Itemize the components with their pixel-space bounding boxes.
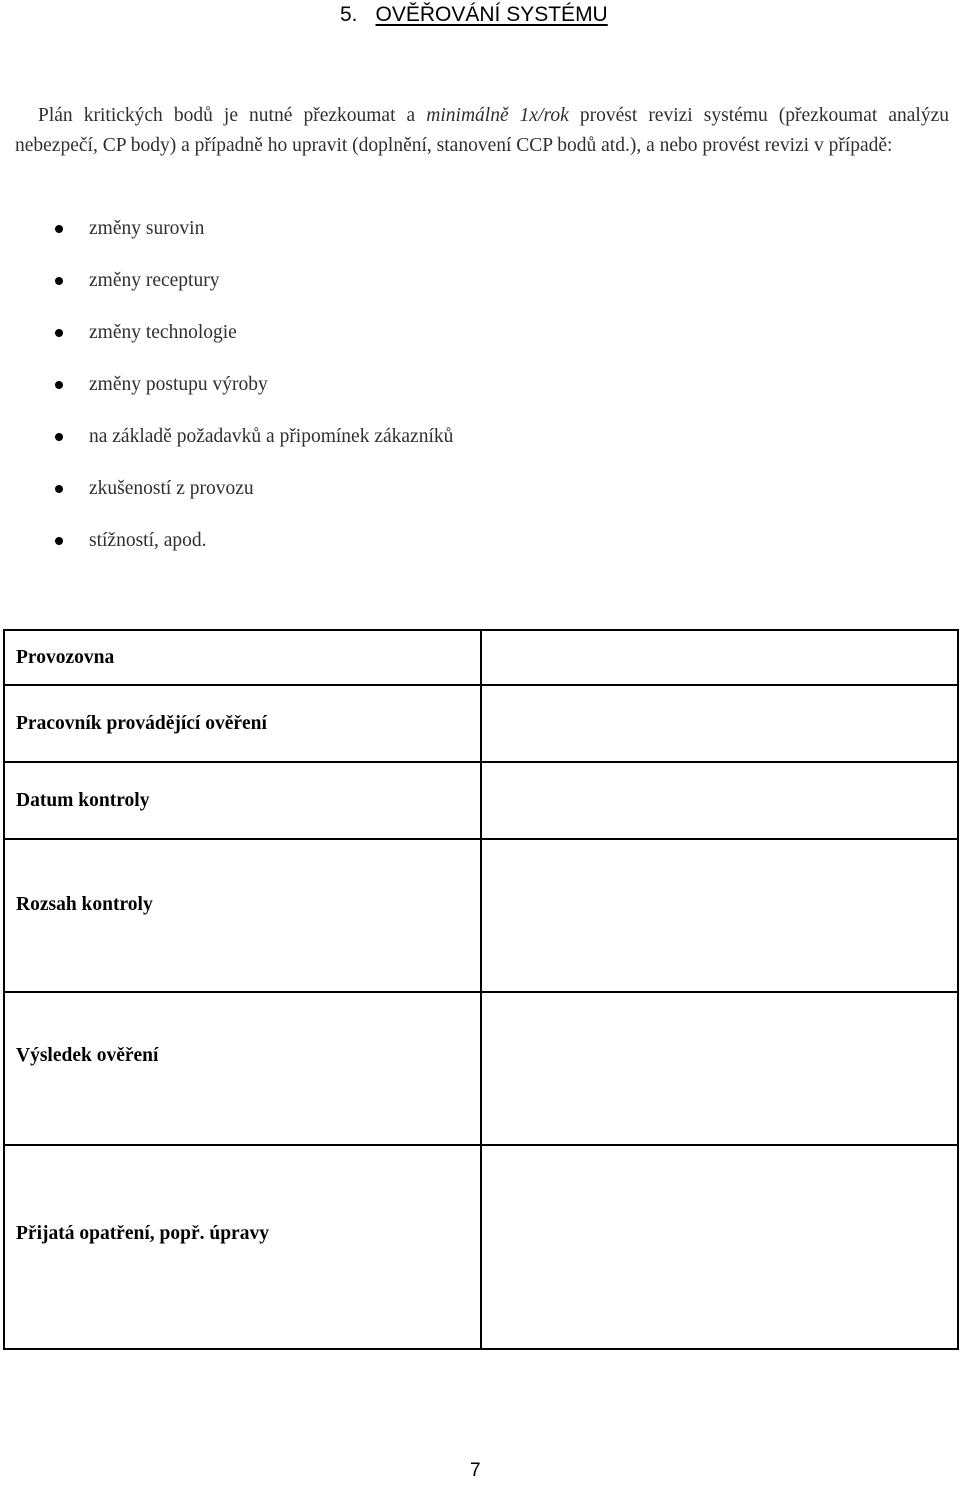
field-rozsah[interactable] [481, 839, 958, 992]
list-item-text: na základě požadavků a připomínek zákazníků [89, 426, 454, 447]
field-pracovnik[interactable] [481, 685, 958, 762]
field-opatreni[interactable] [481, 1145, 958, 1349]
field-datum[interactable] [481, 762, 958, 839]
bullet-icon [55, 277, 63, 285]
bullet-icon [55, 381, 63, 389]
table-row [4, 762, 958, 839]
bullet-icon [55, 485, 63, 493]
table-row [4, 1145, 958, 1349]
intro-emphasis: minimálně 1x/rok [426, 105, 569, 126]
intro-text-end: provést revizi systému (přezkoumat analýzu nebezpečí, CP body) a případně ho upravit (doplnění, stanovení CCP bodů atd.), a nebo provést revizi v případě: [15, 105, 949, 156]
list-item-text: změny technologie [89, 322, 237, 343]
bullet-icon [55, 537, 63, 545]
table-row [4, 839, 958, 992]
intro-text-start: Plán kritických bodů je nutné přezkoumat a [38, 105, 427, 126]
section-heading [340, 0, 608, 30]
row-label-provozovna: Provozovna [4, 630, 481, 685]
row-label-datum: Datum kontroly [4, 762, 481, 839]
bullet-icon [55, 225, 63, 233]
section-number: 5. [340, 3, 358, 26]
list-item-text: změny postupu výroby [89, 374, 268, 395]
intro-paragraph [15, 101, 949, 160]
list-item-text: změny receptury [89, 270, 220, 291]
section-title: OVĚŘOVÁNÍ SYSTÉMU [375, 3, 608, 26]
list-item-text: zkušeností z provozu [89, 478, 254, 499]
list-item-text: stížností, apod. [89, 530, 207, 551]
verification-form-table [3, 629, 959, 1350]
row-label-rozsah: Rozsah kontroly [4, 839, 481, 992]
table-row [4, 630, 958, 685]
list-item-text: změny surovin [89, 218, 205, 239]
bullet-icon [55, 329, 63, 337]
row-label-opatreni: Přijatá opatření, popř. úpravy [4, 1145, 481, 1349]
field-vysledek[interactable] [481, 992, 958, 1145]
field-provozovna[interactable] [481, 630, 958, 685]
row-label-pracovnik: Pracovník provádějící ověření [4, 685, 481, 762]
page-number: 7 [470, 1460, 481, 1481]
row-label-vysledek: Výsledek ověření [4, 992, 481, 1145]
bullet-icon [55, 433, 63, 441]
table-row [4, 992, 958, 1145]
table-row [4, 685, 958, 762]
